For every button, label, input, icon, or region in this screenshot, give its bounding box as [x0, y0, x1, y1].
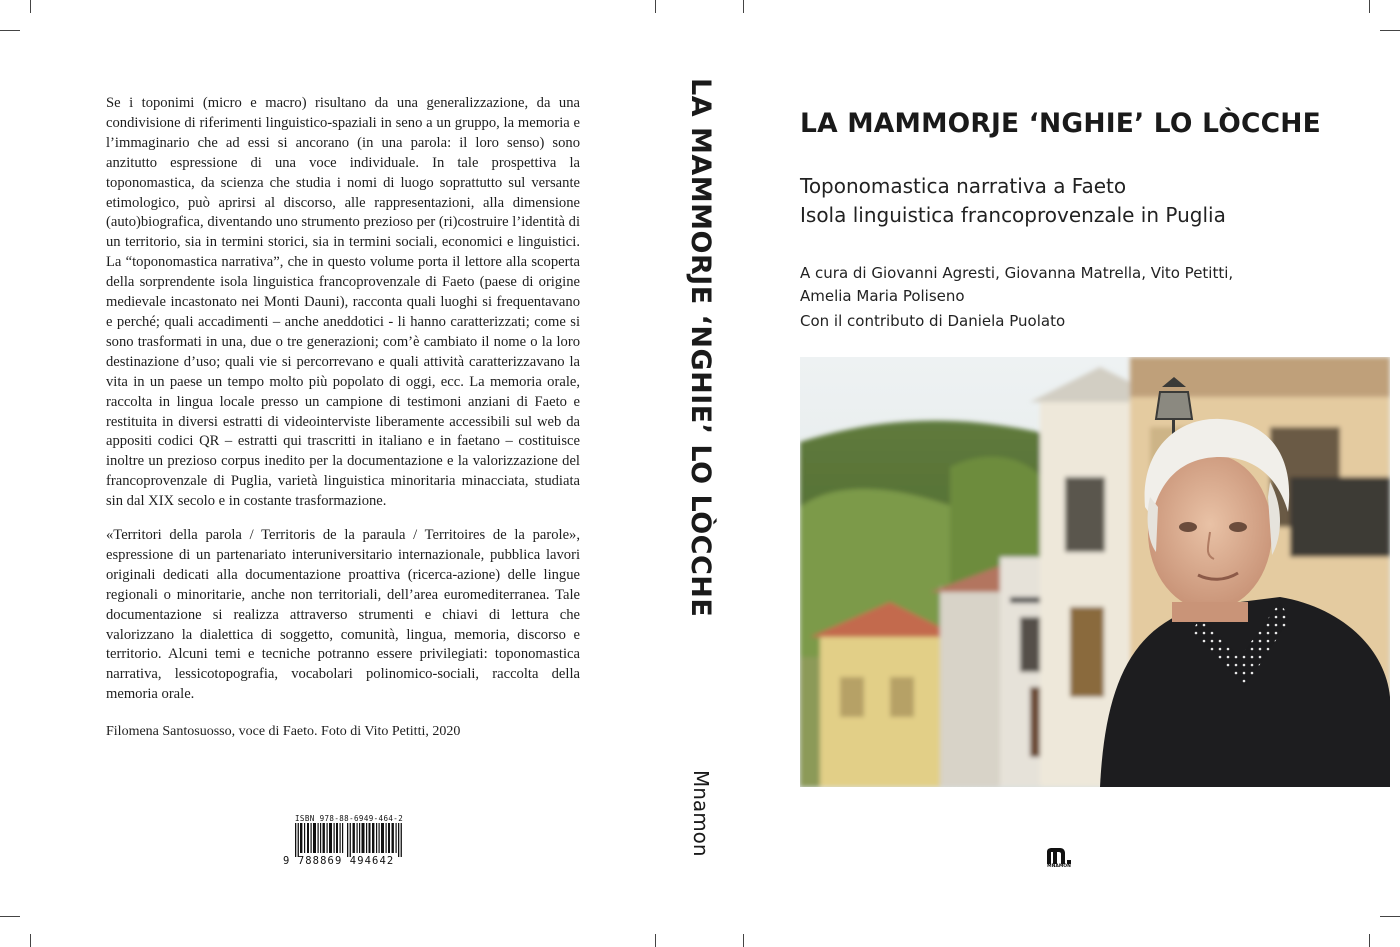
editors-line-1: A cura di Giovanni Agresti, Giovanna Matrella, Vito Petitti, — [800, 264, 1234, 282]
back-cover-paragraph-1: Se i toponimi (micro e macro) risultano da una generalizzazione, da una condivisione di riferimenti linguistico-spaziali in seno a un gruppo, la memoria e l’immaginario che ad essi si ancorano (in una parola: il loro senso) sono anzitutto espressione di una voce individuale. In tale prospettiva la toponomastica, da scienza che studia i nomi di luogo soprattutto sul versante etimologico, può aprirsi al discorso, alle rappresentazioni, alla dimensione (auto)biografica, diventando uno strumento prezioso per (ri)costruire l’identità di un territorio, sia in termini storici, sia in termini sociali, economici e linguistici. La “toponomastica narrativa”, che in questo volume porta il lettore alla scoperta della sorprendente isola linguistica francoprovenzale di Faeto (paese di origine medievale incastonato nei Monti Dauni), racconta quali luoghi si frequentavano e perché; quali accadimenti – anche aneddotici - li hanno caratterizzati; come si sono trasformati in una, due o tre generazioni; com’è cambiato il nome o la loro destinazione d’uso; quali vie si percorrevano e quali attività caratterizzavano la vita in un paese un tempo molto più popolato di oggi, ecc. La memoria orale, raccolta in lingua locale presso un campione di testimoni anziani di Faeto e restituita in diversi estratti di videointerviste liberamente accessibili sul web da appositi codici QR – estratti qui trascritti in italiano e in faetano – costituisce inoltre un prezioso corpus inedito per la documentazione e la valorizzazione del francoprovenzale di Puglia, varietà linguistica minoritaria minacciata, studiata sin dal XIX secolo e in costante trasformazione. — [106, 95, 580, 510]
crop-mark — [1369, 0, 1370, 13]
subtitle-line-1: Toponomastica narrativa a Faeto — [800, 174, 1127, 198]
back-cover-text — [106, 94, 580, 742]
editors-line-2: Amelia Maria Poliseno — [800, 287, 965, 305]
isbn-label: ISBN 978-88-6949-464-2 — [295, 814, 404, 823]
back-cover-paragraph-2: «Territori della parola / Territoris de la paraula / Territoires de la parole», espressione di un partenariato interuniversitario internazionale, pubblica lavori originali dedicati alla documentazione proattiva (ricerca-azione) delle lingue regionali o minoritarie, anche non territoriali, dell’area euromediterranea. Tale documentazione si realizza attraverso strumenti e chiavi di lettura che valorizzano la dialettica di soggetto, comunità, lingua, memoria, discorso e territorio. Alcuni temi e tecniche potranno essere privilegiati: toponomastica narrativa, lessicotopografia, vocabolari polinomico-sociali, raccolta della memoria orale. — [106, 527, 580, 703]
crop-mark — [743, 0, 744, 13]
crop-mark — [1380, 30, 1400, 31]
crop-mark — [30, 0, 31, 13]
crop-mark — [1369, 934, 1370, 947]
barcode-digits: 9 788869 494642 — [283, 855, 395, 867]
mnamon-logo-icon — [1046, 847, 1072, 865]
spine-title: LA MAMMORJE ‘NGHIE’ LO LÒCCHE — [685, 78, 716, 618]
isbn-barcode — [283, 814, 405, 870]
barcode-icon — [295, 823, 403, 857]
crop-mark — [30, 934, 31, 947]
cover-photo — [800, 357, 1390, 787]
crop-mark — [743, 934, 744, 947]
spine-publisher: Mnamon — [689, 770, 713, 857]
publisher-logo — [1046, 847, 1072, 871]
crop-mark — [0, 30, 20, 31]
crop-mark — [0, 916, 20, 917]
crop-mark — [1380, 916, 1400, 917]
book-title: LA MAMMORJE ‘NGHIE’ LO LÒCCHE — [800, 108, 1321, 139]
book-subtitle — [800, 172, 1226, 230]
editors — [800, 262, 1233, 308]
contribution-credit: Con il contributo di Daniela Puolato — [800, 312, 1066, 330]
crop-mark — [655, 934, 656, 947]
crop-mark — [655, 0, 656, 13]
subtitle-line-2: Isola linguistica francoprovenzale in Puglia — [800, 203, 1226, 227]
photo-caption: Filomena Santosuosso, voce di Faeto. Foto di Vito Petitti, 2020 — [106, 724, 461, 740]
logo-wordmark: MNAMON — [1047, 864, 1071, 869]
